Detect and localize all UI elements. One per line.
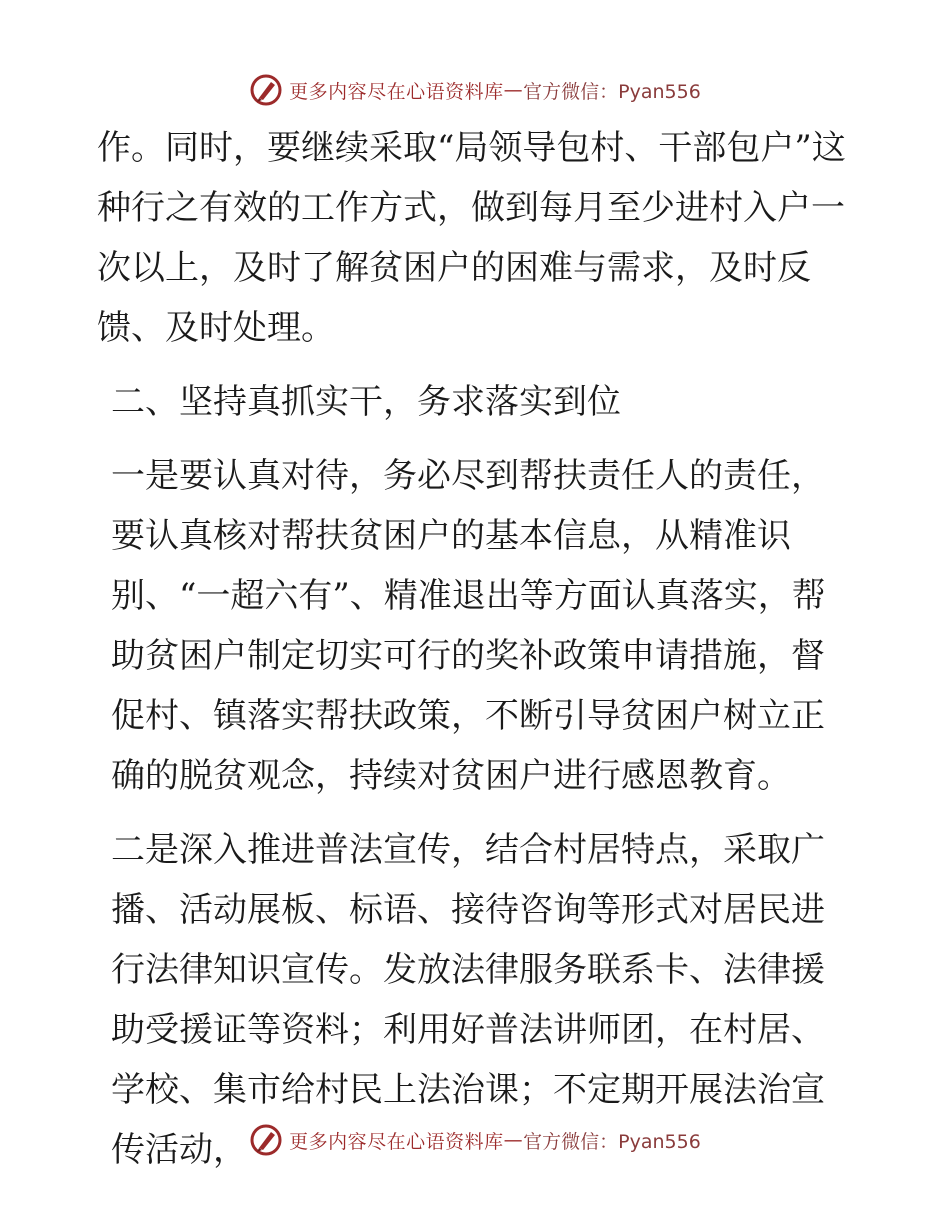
watermark-main-text: 更多内容尽在心语资料库	[289, 80, 504, 103]
paragraph-1: 作。同时，要继续采取“局领导包村、干部包户”这种行之有效的工作方式，做到每月至少进村入户一次以上，及时了解贫困户的困难与需求，及时反馈、及时处理。	[97, 128, 846, 348]
section-heading: 二、坚持真抓实干，务求落实到位	[111, 382, 621, 422]
paragraph-2: 一是要认真对待，务必尽到帮扶责任人的责任，要认真核对帮扶贫困户的基本信息，从精准识别、“一超六有”、精准退出等方面认真落实，帮助贫困户制定切实可行的奖补政策申请措施，督促村、镇落实帮扶政策，不断引导贫困户树立正确的脱贫观念，持续对贫困户进行感恩教育。	[111, 456, 826, 796]
watermark-main-text: 更多内容尽在心语资料库	[289, 1130, 504, 1153]
header-watermark	[0, 70, 950, 110]
watermark-separator: —	[503, 79, 524, 101]
watermark-separator: —	[503, 1129, 524, 1151]
footer-watermark	[0, 1120, 950, 1160]
pen-logo-icon	[249, 73, 283, 107]
watermark-sub-text: 官方微信：Pyan556	[523, 80, 701, 103]
document-body	[97, 118, 857, 1180]
pen-logo-icon	[249, 1123, 283, 1157]
watermark-sub-text: 官方微信：Pyan556	[523, 1130, 701, 1153]
paragraph-3: 二是深入推进普法宣传，结合村居特点，采取广播、活动展板、标语、接待咨询等形式对居民进行法律知识宣传。发放法律服务联系卡、法律援助受援证等资料；利用好普法讲师团，在村居、学校、集市给村民上法治课；不定期开展法治宣传活动，	[111, 830, 825, 1170]
